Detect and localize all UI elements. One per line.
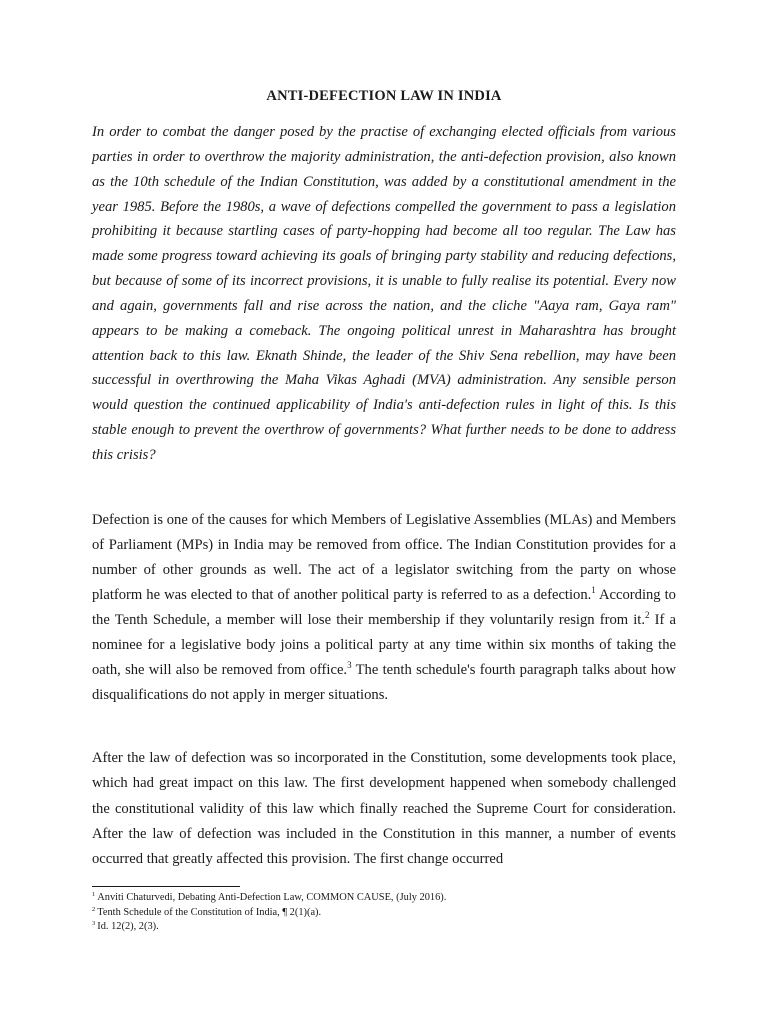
footnote-ref-3: 3 xyxy=(347,660,352,670)
footnote-3-text: Id. 12(2), 2(3). xyxy=(97,921,159,932)
body-paragraph-defection xyxy=(92,508,676,708)
intro-paragraph: In order to combat the danger posed by the practise of exchanging elected officials from various parties in order to overthrow the majority administration, the anti-defection provision, also known as the 10th schedule of the Indian Constitution, was added by a constitutional amendment in the year 1985. Before the 1980s, a wave of defections compelled the government to pass a legislation prohibiting it because startling cases of party-hopping had become all too regular. The Law has made some progress toward achieving its goals of bringing party stability and reducing defections, but because of some of its incorrect provisions, it is unable to fully realise its potential. Every now and again, governments fall and rise across the nation, and the cliche "Aaya ram, Gaya ram" appears to be making a comeback. The ongoing political unrest in Maharashtra has brought attention back to this law. Eknath Shinde, the leader of the Shiv Sena rebellion, may have been successful in overthrowing the Maha Vikas Aghadi (MVA) administration. Any sensible person would question the continued applicability of India's anti-defection rules in light of this. Is this stable enough to prevent the overthrow of governments? What further needs to be done to address this crisis? xyxy=(92,124,676,463)
document-title: ANTI-DEFECTION LAW IN INDIA xyxy=(266,88,502,104)
footnote-2-text: Tenth Schedule of the Constitution of India, ¶ 2(1)(a). xyxy=(97,906,322,918)
footnote-separator xyxy=(92,886,240,887)
footnote-3 xyxy=(92,920,676,935)
footnote-1-text: Anviti Chaturvedi, Debating Anti-Defection Law, COMMON CAUSE, (July 2016). xyxy=(97,892,447,903)
footnote-2 xyxy=(92,906,676,921)
para1-sentence-4: The tenth schedule's fourth paragraph talks about how disqualifications do not apply in merger situations. xyxy=(92,662,677,703)
body-paragraph-developments: After the law of defection was so incorporated in the Constitution, some developments took place, which had great impact on this law. The first development happened when somebody challenged the constitutional validity of this law which finally reached the Supreme Court for consideration. After the law of defection was included in the Constitution in this manner, a number of events occurred that greatly affected this provision. The first change occurred xyxy=(92,750,676,868)
footnotes xyxy=(92,891,676,935)
document-page xyxy=(92,0,676,1024)
footnote-ref-2: 2 xyxy=(645,610,650,620)
para1-sentence-3: If a nominee for a legislative body joins a political party at any time within six months of taking the oath, she will also be removed from office. xyxy=(92,612,676,678)
footnote-1-number: 1 xyxy=(92,891,96,898)
footnote-2-number: 2 xyxy=(92,905,96,913)
footnote-ref-1: 1 xyxy=(591,585,596,595)
para1-sentence-2: According to the Tenth Schedule, a member will lose their membership if they voluntarily resign from it. xyxy=(92,587,676,628)
para1-sentence-1: Defection is one of the causes for which Members of Legislative Assemblies (MLAs) and Members of Parliament (MPs) in India may be removed from office. The Indian Constitution provides for a number of other grounds as well. The act of a legislator switching from the party on whose platform he was elected to that of another political party is referred to as a defection. xyxy=(92,512,676,603)
footnote-3-number: 3 xyxy=(92,920,96,927)
footnote-1 xyxy=(92,891,676,906)
